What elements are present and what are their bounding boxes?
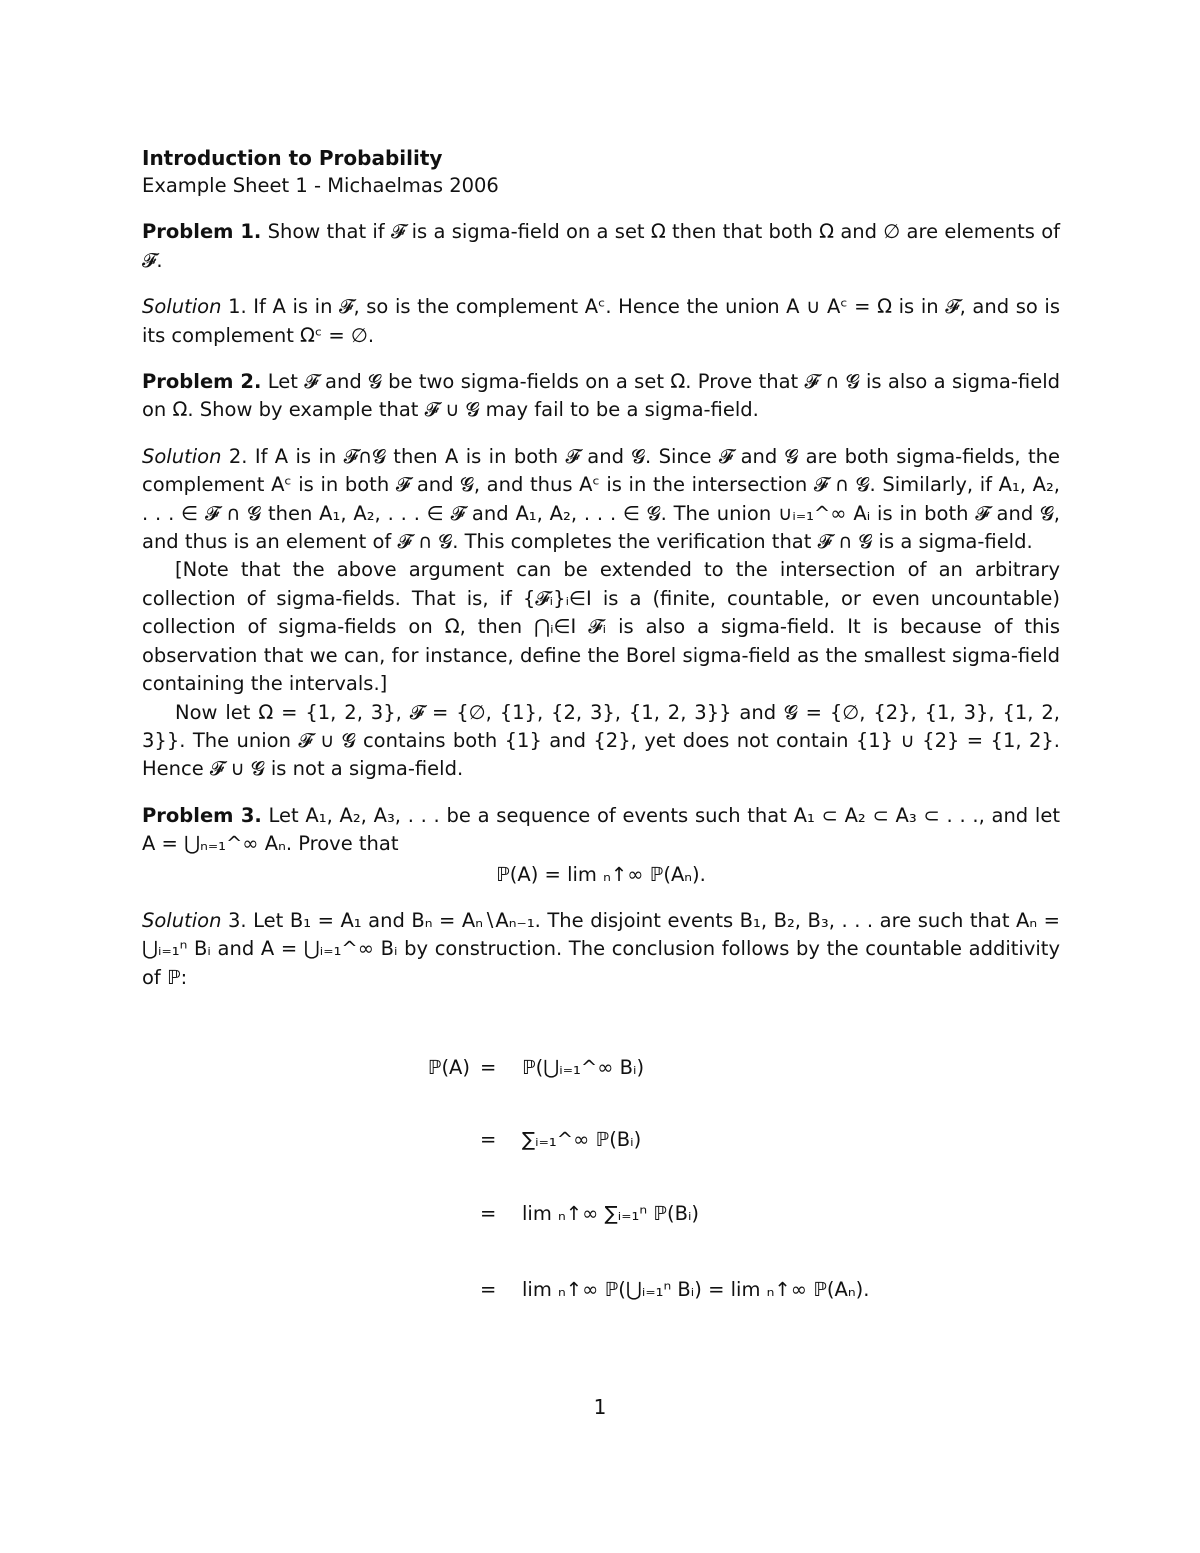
problem-3-text: Let A₁, A₂, A₃, . . . be a sequence of events such that A₁ ⊂ A₂ ⊂ A₃ ⊂ . . ., and let A = ⋃ₙ₌₁^∞ Aₙ. Prove that — [142, 803, 1060, 856]
problem-3 — [142, 802, 1060, 859]
equation-array — [142, 1014, 1060, 1314]
equation-lhs: ℙ(A) — [427, 1056, 470, 1080]
solution-1 — [142, 293, 1060, 350]
solution-2-number: 2. — [221, 444, 248, 468]
solution-1-number: 1. — [221, 295, 247, 319]
solution-2-label: Solution — [142, 444, 222, 468]
equation-rhs: ∑ᵢ₌₁^∞ ℙ(Bᵢ) — [522, 1128, 642, 1152]
problem-2 — [142, 368, 1060, 425]
document-subtitle: Example Sheet 1 - Michaelmas 2006 — [142, 174, 499, 197]
page-number: 1 — [593, 1395, 607, 1419]
equation-relation: = — [480, 1278, 497, 1302]
problem-3-display-equation: ℙ(A) = lim ₙ↑∞ ℙ(Aₙ). — [496, 862, 706, 886]
solution-1-label: Solution — [142, 295, 222, 319]
equation-relation: = — [480, 1128, 497, 1152]
problem-2-label: Problem 2. — [142, 370, 262, 394]
solution-3-text: Let B₁ = A₁ and Bₙ = Aₙ∖Aₙ₋₁. The disjoint events B₁, B₂, B₃, . . . are such that Aₙ = ⋃ᵢ₌₁ⁿ Bᵢ and A = ⋃ᵢ₌₁^∞ Bᵢ by construction. The conclusion follows by the countable additivity of ℙ: — [142, 908, 1060, 989]
solution-2-note: [Note that the above argument can be extended to the intersection of an arbitrary collection of sigma-fields. That is, if {𝓕ᵢ}ᵢ∈I is a (finite, countable, or even uncountable) collection of sigma-fields on Ω, then ⋂ᵢ∈I 𝓕ᵢ is also a sigma-field. It is because of this observation that we can, for instance, define the Borel sigma-field as the smallest sigma-field containing the intervals.] — [142, 558, 1060, 696]
solution-2-example: Now let Ω = {1, 2, 3}, 𝓕 = {∅, {1}, {2, 3}, {1, 2, 3}} and 𝓖 = {∅, {2}, {1, 3}, {1, 2, 3}}. The union 𝓕 ∪ 𝓖 contains both {1} and {2}, yet does not contain {1} ∪ {2} = {1, 2}. Hence 𝓕 ∪ 𝓖 is not a sigma-field. — [142, 700, 1060, 781]
problem-1-label: Problem 1. — [142, 220, 262, 244]
solution-1-text: If A is in 𝓕, so is the complement Aᶜ. Hence the union A ∪ Aᶜ = Ω is in 𝓕, and so is its complement Ωᶜ = ∅. — [142, 295, 1060, 347]
problem-3-label: Problem 3. — [142, 803, 262, 827]
problem-2-text: Let 𝓕 and 𝓖 be two sigma-fields on a set Ω. Prove that 𝓕 ∩ 𝓖 is also a sigma-field on Ω. Show by example that 𝓕 ∪ 𝓖 may fail to be a sigma-field. — [142, 370, 1060, 422]
solution-3-label: Solution — [142, 908, 222, 932]
solution-2-text: If A is in 𝓕∩𝓖 then A is in both 𝓕 and 𝓖. Since 𝓕 and 𝓖 are both sigma-fields, the complement Aᶜ is in both 𝓕 and 𝓖, and thus Aᶜ is in the intersection 𝓕 ∩ 𝓖. Similarly, if A₁, A₂, . . . ∈ 𝓕 ∩ 𝓖 then A₁, A₂, . . . ∈ 𝓕 and A₁, A₂, . . . ∈ 𝓖. The union ∪ᵢ₌₁^∞ Aᵢ is in both 𝓕 and 𝓖, and thus is an element of 𝓕 ∩ 𝓖. This completes the verification that 𝓕 ∩ 𝓖 is a sigma-field. — [142, 444, 1061, 554]
document-page — [142, 144, 1060, 1314]
equation-rhs: ℙ(⋃ᵢ₌₁^∞ Bᵢ) — [522, 1056, 645, 1080]
document-title: Introduction to Probability — [142, 146, 443, 170]
equation-relation: = — [480, 1202, 497, 1226]
equation-rhs: lim ₙ↑∞ ℙ(⋃ᵢ₌₁ⁿ Bᵢ) = lim ₙ↑∞ ℙ(Aₙ). — [522, 1278, 870, 1302]
equation-rhs: lim ₙ↑∞ ∑ᵢ₌₁ⁿ ℙ(Bᵢ) — [522, 1202, 700, 1226]
solution-3-number: 3. — [221, 908, 247, 932]
solution-2 — [142, 443, 1060, 557]
equation-relation: = — [480, 1056, 497, 1080]
problem-1-text: Show that if 𝓕 is a sigma-field on a set Ω then that both Ω and ∅ are elements of 𝓕. — [142, 220, 1060, 272]
problem-1 — [142, 218, 1060, 275]
solution-3 — [142, 907, 1060, 992]
